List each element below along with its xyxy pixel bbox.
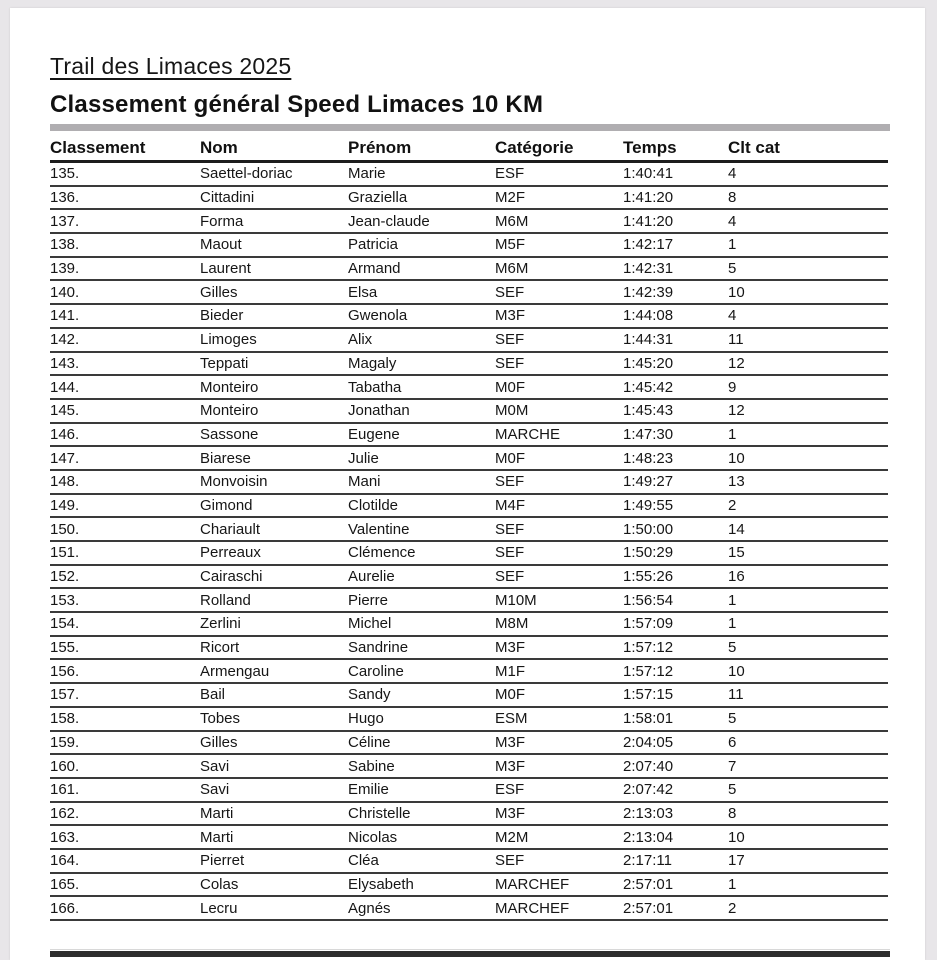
cell-temps: 2:17:11	[623, 852, 672, 870]
cell-categorie: ESM	[495, 710, 528, 728]
cell-prenom: Céline	[348, 733, 391, 751]
cell-nom: Sassone	[200, 425, 259, 443]
cell-categorie: M6M	[495, 260, 529, 278]
table-row	[50, 518, 888, 542]
cell-nom: Saettel-doriac	[200, 165, 293, 183]
cell-nom: Perreaux	[200, 544, 261, 562]
cell-classement: 166.	[50, 899, 80, 917]
cell-clt-cat: 4	[728, 165, 737, 183]
cell-clt-cat: 1	[728, 236, 737, 254]
cell-classement: 160.	[50, 757, 80, 775]
cell-prenom: Armand	[348, 260, 401, 278]
cell-clt-cat: 11	[728, 686, 744, 704]
table-row	[50, 566, 888, 590]
table-row	[50, 353, 888, 377]
cell-classement: 142.	[50, 331, 80, 349]
footer-light-line	[50, 949, 890, 950]
cell-prenom: Jean-claude	[348, 212, 430, 230]
cell-classement: 136.	[50, 189, 80, 207]
cell-classement: 149.	[50, 496, 80, 514]
table-row	[50, 163, 888, 187]
table-row	[50, 589, 888, 613]
cell-prenom: Sandy	[348, 686, 391, 704]
cell-prenom: Clémence	[348, 544, 416, 562]
cell-prenom: Julie	[348, 449, 379, 467]
cell-categorie: M0M	[495, 402, 529, 420]
cell-categorie: M4F	[495, 496, 525, 514]
cell-prenom: Patricia	[348, 236, 399, 254]
cell-temps: 1:45:42	[623, 378, 674, 396]
cell-nom: Savi	[200, 757, 230, 775]
cell-classement: 159.	[50, 733, 80, 751]
table-row	[50, 755, 888, 779]
cell-clt-cat: 14	[728, 520, 745, 538]
cell-clt-cat: 2	[728, 899, 737, 917]
cell-prenom: Mani	[348, 473, 381, 491]
cell-nom: Marti	[200, 804, 234, 822]
table-row	[50, 258, 888, 282]
cell-nom: Colas	[200, 875, 239, 893]
column-header-classement: Classement	[50, 138, 146, 157]
cell-classement: 143.	[50, 354, 80, 372]
cell-clt-cat: 5	[728, 710, 737, 728]
column-header-prenom: Prénom	[348, 138, 412, 157]
cell-temps: 1:50:29	[623, 544, 674, 562]
table-row	[50, 779, 888, 803]
cell-temps: 1:58:01	[623, 710, 674, 728]
table-row	[50, 187, 888, 211]
title-divider-bar	[50, 124, 890, 131]
cell-prenom: Hugo	[348, 710, 384, 728]
cell-nom: Gilles	[200, 283, 238, 301]
cell-clt-cat: 10	[728, 662, 745, 680]
cell-prenom: Agnés	[348, 899, 391, 917]
cell-classement: 165.	[50, 875, 80, 893]
cell-prenom: Eugene	[348, 425, 400, 443]
cell-classement: 155.	[50, 639, 80, 657]
cell-nom: Gilles	[200, 733, 238, 751]
cell-categorie: SEF	[495, 354, 525, 372]
table-row	[50, 613, 888, 637]
footer-section-bar	[50, 951, 890, 957]
table-row	[50, 376, 888, 400]
cell-temps: 2:13:04	[623, 828, 674, 846]
table-row	[50, 874, 888, 898]
cell-nom: Ricort	[200, 639, 240, 657]
cell-temps: 1:57:15	[623, 686, 674, 704]
cell-categorie: M0F	[495, 686, 525, 704]
table-row	[50, 447, 888, 471]
cell-categorie: SEF	[495, 520, 525, 538]
cell-categorie: M6M	[495, 212, 529, 230]
cell-nom: Cairaschi	[200, 568, 263, 586]
cell-nom: Maout	[200, 236, 242, 254]
cell-prenom: Nicolas	[348, 828, 398, 846]
cell-temps: 1:57:12	[623, 639, 674, 657]
cell-nom: Pierret	[200, 852, 245, 870]
cell-clt-cat: 5	[728, 260, 737, 278]
cell-classement: 135.	[50, 165, 80, 183]
cell-categorie: M0F	[495, 449, 525, 467]
cell-temps: 1:42:17	[623, 236, 674, 254]
cell-categorie: ESF	[495, 781, 525, 799]
cell-nom: Armengau	[200, 662, 270, 680]
cell-nom: Forma	[200, 212, 244, 230]
cell-temps: 1:49:55	[623, 496, 674, 514]
cell-clt-cat: 10	[728, 828, 745, 846]
cell-prenom: Pierre	[348, 591, 389, 609]
table-row	[50, 708, 888, 732]
cell-categorie: M3F	[495, 639, 525, 657]
cell-categorie: M8M	[495, 615, 529, 633]
cell-classement: 138.	[50, 236, 80, 254]
cell-clt-cat: 1	[728, 875, 737, 893]
cell-classement: 137.	[50, 212, 80, 230]
cell-classement: 164.	[50, 852, 80, 870]
cell-prenom: Sabine	[348, 757, 395, 775]
cell-categorie: M1F	[495, 662, 525, 680]
cell-prenom: Emilie	[348, 781, 389, 799]
cell-temps: 1:42:39	[623, 283, 674, 301]
cell-classement: 147.	[50, 449, 80, 467]
cell-prenom: Christelle	[348, 804, 411, 822]
cell-prenom: Tabatha	[348, 378, 402, 396]
cell-categorie: M3F	[495, 757, 525, 775]
cell-clt-cat: 9	[728, 378, 737, 396]
cell-clt-cat: 17	[728, 852, 745, 870]
cell-clt-cat: 7	[728, 757, 737, 775]
cell-nom: Savi	[200, 781, 230, 799]
cell-clt-cat: 13	[728, 473, 745, 491]
cell-classement: 141.	[50, 307, 80, 325]
cell-temps: 1:45:43	[623, 402, 674, 420]
cell-clt-cat: 12	[728, 402, 745, 420]
cell-temps: 1:41:20	[623, 189, 674, 207]
cell-nom: Marti	[200, 828, 234, 846]
cell-categorie: SEF	[495, 473, 525, 491]
table-row	[50, 803, 888, 827]
cell-classement: 144.	[50, 378, 80, 396]
cell-temps: 1:41:20	[623, 212, 674, 230]
cell-categorie: SEF	[495, 852, 525, 870]
cell-categorie: MARCHEF	[495, 875, 570, 893]
cell-classement: 140.	[50, 283, 80, 301]
cell-nom: Monvoisin	[200, 473, 268, 491]
column-header-categorie: Catégorie	[495, 138, 574, 157]
cell-categorie: M3F	[495, 804, 525, 822]
cell-nom: Bieder	[200, 307, 244, 325]
cell-temps: 1:50:00	[623, 520, 674, 538]
cell-categorie: M5F	[495, 236, 525, 254]
cell-nom: Laurent	[200, 260, 251, 278]
cell-temps: 1:42:31	[623, 260, 674, 278]
table-row	[50, 495, 888, 519]
cell-nom: Teppati	[200, 354, 249, 372]
cell-temps: 2:13:03	[623, 804, 674, 822]
cell-temps: 1:57:09	[623, 615, 674, 633]
document-page	[10, 8, 925, 960]
cell-clt-cat: 5	[728, 781, 737, 799]
cell-categorie: MARCHE	[495, 425, 561, 443]
cell-classement: 161.	[50, 781, 80, 799]
cell-clt-cat: 11	[728, 331, 744, 349]
cell-classement: 152.	[50, 568, 80, 586]
cell-classement: 151.	[50, 544, 80, 562]
cell-temps: 1:40:41	[623, 165, 674, 183]
cell-categorie: M3F	[495, 733, 525, 751]
table-row	[50, 732, 888, 756]
table-row	[50, 210, 888, 234]
table-header-row	[50, 134, 888, 163]
cell-classement: 153.	[50, 591, 80, 609]
cell-classement: 157.	[50, 686, 80, 704]
cell-nom: Lecru	[200, 899, 238, 917]
column-header-clt-cat: Clt cat	[728, 138, 780, 157]
cell-categorie: SEF	[495, 283, 525, 301]
cell-temps: 1:44:08	[623, 307, 674, 325]
cell-temps: 1:48:23	[623, 449, 674, 467]
cell-categorie: SEF	[495, 544, 525, 562]
cell-clt-cat: 10	[728, 283, 745, 301]
cell-prenom: Elysabeth	[348, 875, 414, 893]
column-header-temps: Temps	[623, 138, 677, 157]
table-row	[50, 234, 888, 258]
cell-nom: Bail	[200, 686, 226, 704]
cell-clt-cat: 8	[728, 804, 737, 822]
cell-prenom: Cléa	[348, 852, 379, 870]
cell-classement: 148.	[50, 473, 80, 491]
cell-nom: Chariault	[200, 520, 261, 538]
table-row	[50, 305, 888, 329]
cell-clt-cat: 1	[728, 591, 737, 609]
cell-temps: 1:55:26	[623, 568, 674, 586]
cell-clt-cat: 6	[728, 733, 737, 751]
cell-temps: 1:45:20	[623, 354, 674, 372]
cell-categorie: SEF	[495, 331, 525, 349]
cell-nom: Monteiro	[200, 402, 259, 420]
cell-prenom: Magaly	[348, 354, 397, 372]
cell-prenom: Jonathan	[348, 402, 410, 420]
page-title: Classement général Speed Limaces 10 KM	[50, 91, 544, 118]
cell-classement: 162.	[50, 804, 80, 822]
table-row	[50, 329, 888, 353]
cell-prenom: Graziella	[348, 189, 408, 207]
cell-categorie: M10M	[495, 591, 537, 609]
cell-nom: Cittadini	[200, 189, 255, 207]
table-row	[50, 660, 888, 684]
cell-temps: 1:49:27	[623, 473, 674, 491]
cell-temps: 1:44:31	[623, 331, 674, 349]
cell-prenom: Marie	[348, 165, 386, 183]
cell-clt-cat: 10	[728, 449, 745, 467]
cell-nom: Rolland	[200, 591, 251, 609]
results-table-body	[50, 163, 888, 921]
document-title: Trail des Limaces 2025	[50, 53, 292, 79]
cell-clt-cat: 4	[728, 212, 737, 230]
cell-clt-cat: 15	[728, 544, 745, 562]
cell-categorie: M2F	[495, 189, 525, 207]
cell-temps: 1:56:54	[623, 591, 674, 609]
cell-classement: 154.	[50, 615, 80, 633]
cell-clt-cat: 12	[728, 354, 745, 372]
cell-categorie: M0F	[495, 378, 525, 396]
cell-prenom: Valentine	[348, 520, 410, 538]
table-row	[50, 826, 888, 850]
cell-prenom: Gwenola	[348, 307, 408, 325]
cell-clt-cat: 2	[728, 496, 737, 514]
cell-temps: 2:04:05	[623, 733, 674, 751]
cell-categorie: M2M	[495, 828, 529, 846]
cell-clt-cat: 16	[728, 568, 745, 586]
cell-temps: 2:07:42	[623, 781, 674, 799]
cell-nom: Monteiro	[200, 378, 259, 396]
cell-prenom: Elsa	[348, 283, 378, 301]
table-row	[50, 281, 888, 305]
table-row	[50, 471, 888, 495]
cell-temps: 2:57:01	[623, 899, 674, 917]
cell-prenom: Aurelie	[348, 568, 395, 586]
cell-nom: Biarese	[200, 449, 251, 467]
cell-classement: 156.	[50, 662, 80, 680]
cell-temps: 1:47:30	[623, 425, 674, 443]
cell-clt-cat: 1	[728, 425, 737, 443]
cell-classement: 146.	[50, 425, 80, 443]
cell-prenom: Sandrine	[348, 639, 409, 657]
cell-temps: 2:57:01	[623, 875, 674, 893]
cell-temps: 2:07:40	[623, 757, 674, 775]
cell-classement: 158.	[50, 710, 80, 728]
cell-clt-cat: 4	[728, 307, 737, 325]
cell-nom: Tobes	[200, 710, 241, 728]
table-row	[50, 684, 888, 708]
cell-categorie: ESF	[495, 165, 525, 183]
table-row	[50, 542, 888, 566]
cell-categorie: SEF	[495, 568, 525, 586]
cell-prenom: Alix	[348, 331, 373, 349]
column-header-nom: Nom	[200, 138, 238, 157]
cell-clt-cat: 1	[728, 615, 737, 633]
cell-nom: Zerlini	[200, 615, 241, 633]
cell-classement: 150.	[50, 520, 80, 538]
cell-prenom: Caroline	[348, 662, 404, 680]
cell-clt-cat: 8	[728, 189, 737, 207]
cell-temps: 1:57:12	[623, 662, 674, 680]
cell-categorie: M3F	[495, 307, 525, 325]
table-row	[50, 637, 888, 661]
cell-clt-cat: 5	[728, 639, 737, 657]
cell-prenom: Clotilde	[348, 496, 399, 514]
cell-nom: Limoges	[200, 331, 257, 349]
cell-categorie: MARCHEF	[495, 899, 570, 917]
cell-prenom: Michel	[348, 615, 392, 633]
table-row	[50, 850, 888, 874]
table-row	[50, 897, 888, 921]
cell-classement: 145.	[50, 402, 80, 420]
table-row	[50, 424, 888, 448]
cell-nom: Gimond	[200, 496, 253, 514]
cell-classement: 139.	[50, 260, 80, 278]
table-row	[50, 400, 888, 424]
results-table	[50, 134, 888, 921]
cell-classement: 163.	[50, 828, 80, 846]
